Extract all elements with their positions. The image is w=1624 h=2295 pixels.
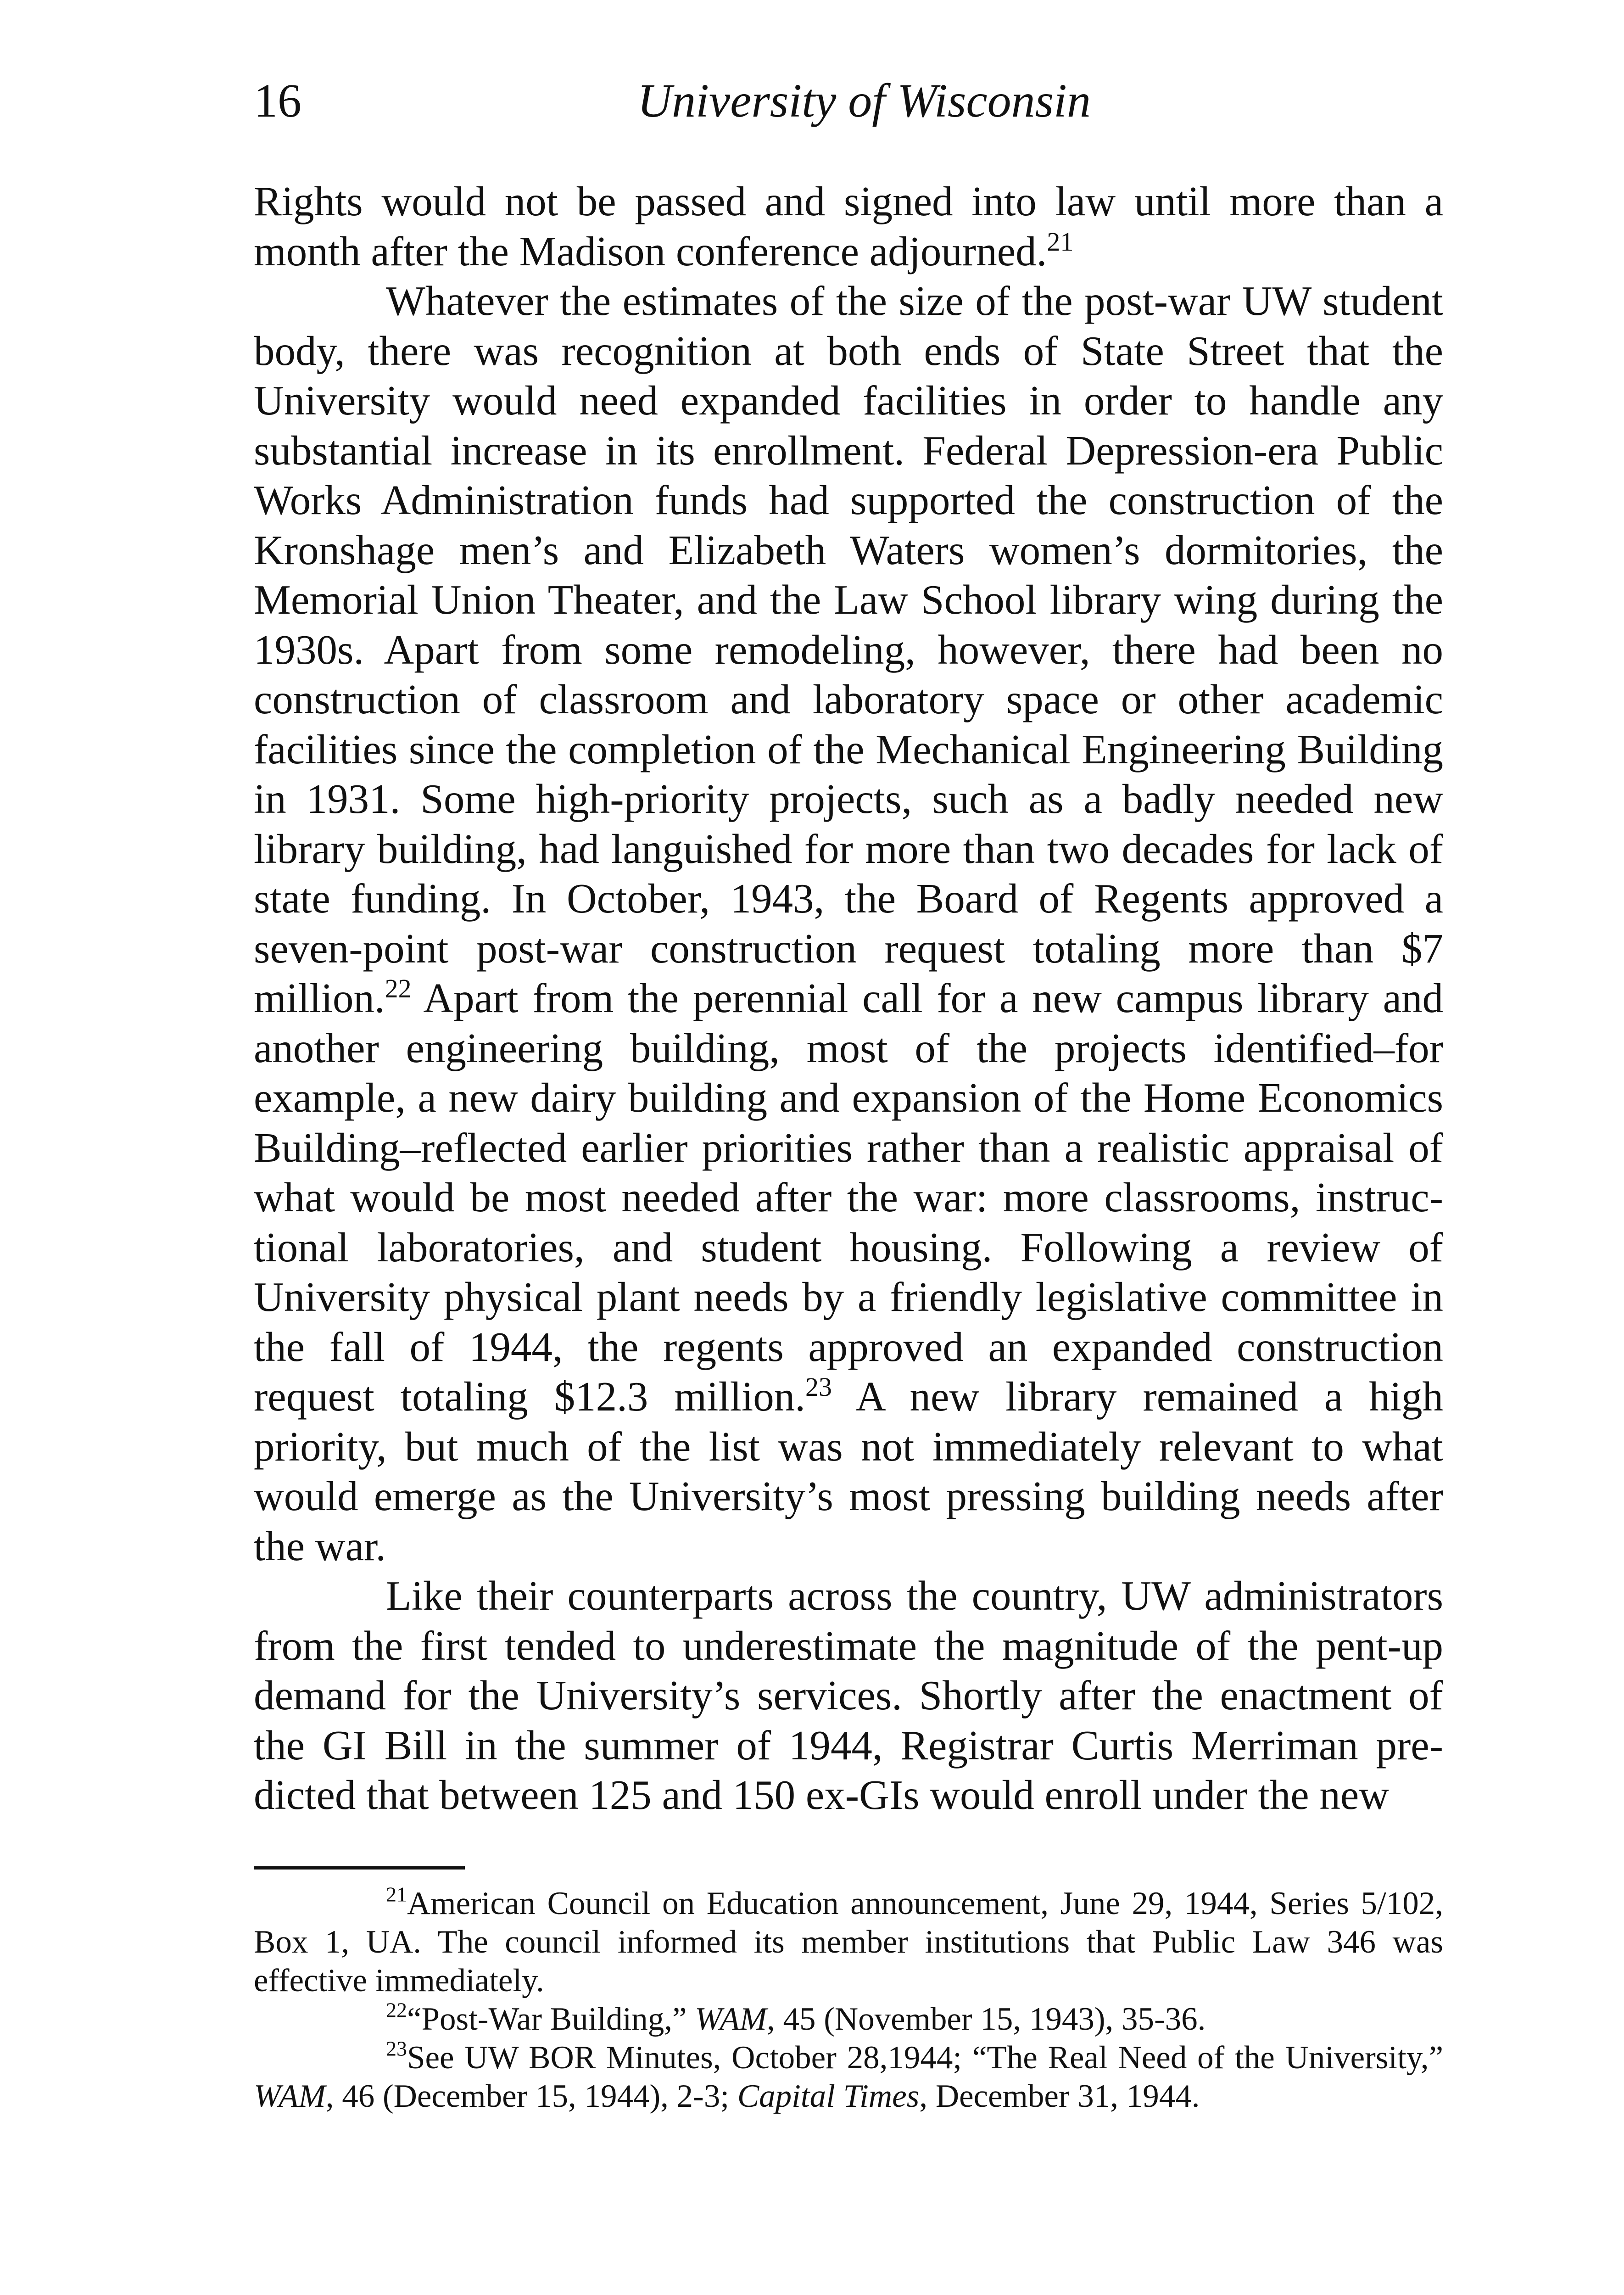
page-header: [254, 69, 1474, 133]
newspaper-title: Capital Times: [737, 2078, 920, 2114]
footnote-ref-21: 21: [1047, 226, 1074, 257]
footnote-text: See UW BOR Minutes, October 28,1944; “The Real Need of the University,”: [407, 2040, 1443, 2076]
page-number: 16: [254, 74, 301, 127]
footnote-22: [254, 2000, 1443, 2038]
paragraph-2-text-a: Whatever the estimates of the size of the post-war UW student body, there was recognition at both ends of State Street that the University would need expanded facilities in order to handle any substantial increase in its enrollment. Federal Depression-era Public Works Administration funds had supported the construction of the Kronshage men’s and Elizabeth Waters women’s dormitories, the Memorial Union Theater, and the Law School library wing during the 1930s. Apart from some remodeling, however, there had been no construction of classroom and laboratory space or other academic facilities since the completion of the Mechanical Engineering Building in 1931. Some high-priority projects, such as a badly needed new library building, had languished for more than two decades for lack of state funding. In October, 1943, the Board of Regents approved a seven-point post-war construction request totaling more than $7 million.: [254, 278, 1443, 1021]
footnote-number: 22: [386, 1998, 407, 2022]
journal-title: WAM: [695, 2001, 767, 2037]
footnote-text: American Council on Education announcement, June 29, 1944, Series 5/102, Box 1, UA. The council informed its member institutions that Public Law 346 was effective immediately.: [254, 1886, 1443, 1998]
footnote-text: “Post-War Building,”: [407, 2001, 695, 2037]
footnote-text: , December 31, 1944.: [919, 2078, 1200, 2114]
footnote-divider: [254, 1866, 465, 1870]
footnote-ref-22: 22: [385, 974, 412, 1004]
footnote-23: [254, 2038, 1443, 2116]
paragraph-2: [254, 276, 1443, 1571]
body-text: [254, 177, 1443, 1820]
footnotes: [254, 1884, 1443, 2116]
paragraph-3: [254, 1571, 1443, 1820]
footnote-ref-23: 23: [805, 1372, 832, 1402]
footnote-21: [254, 1884, 1443, 2000]
paragraph-1-text: Rights would not be passed and signed into law until more than a month after the Madison conference adjourned.: [254, 178, 1443, 274]
footnote-number: 23: [386, 2037, 407, 2060]
paragraph-2-text-c: A new library remained a high priority, but much of the list was not immediately relevant to what would emerge as the University’s most pressing building needs after the war.: [254, 1373, 1444, 1569]
footnote-text: , 45 (November 15, 1943), 35-36.: [767, 2001, 1206, 2037]
paragraph-3-text: Like their counterparts across the country, UW administrators from the first tended to underestimate the magnitude of the pent-up demand for the University’s services. Shortly after the enactment of the GI Bill in the summer of 1944, Registrar Curtis Merriman predicted that between 125 and 150 ex-GIs would enroll under the new: [254, 1573, 1443, 1818]
footnote-number: 21: [386, 1882, 407, 1906]
footnote-text: , 46 (December 15, 1944), 2-3;: [325, 2078, 737, 2114]
running-title: University of Wisconsin: [637, 74, 1091, 127]
journal-title: WAM: [254, 2078, 326, 2114]
paragraph-2-text-b: Apart from the perennial call for a new campus library and another engineering building, most of the projects identified–for example, a new dairy building and expansion of the Home Economics Building–reflected earlier priorities rather than a realistic appraisal of what would be most needed after the war: more classrooms, instructional laboratories, and student housing. Following a review of University physical plant needs by a friendly legislative committee in the fall of 1944, the regents approved an expanded construction request totaling $12.3 million.: [254, 975, 1443, 1420]
paragraph-1: [254, 177, 1443, 276]
